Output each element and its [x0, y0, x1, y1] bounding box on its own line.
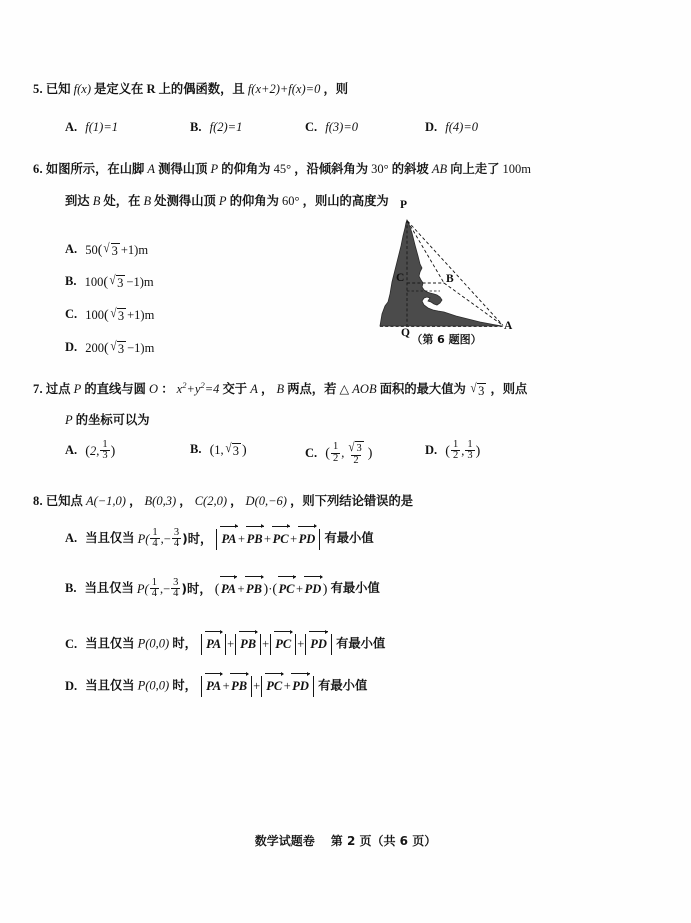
- question-8-stem: [33, 492, 413, 511]
- q7-circle-O: O: [149, 382, 159, 397]
- q5-option-d[interactable]: [425, 118, 478, 137]
- q8d-point: P(0,0): [137, 678, 170, 693]
- q6-segment-AB: AB: [431, 162, 448, 176]
- q6-option-c-label: C.: [65, 307, 78, 322]
- q7-option-d[interactable]: [425, 440, 480, 462]
- q7-sqrt3: √ 3: [470, 380, 485, 398]
- q5-equation: f(x+2)+f(x)=0: [247, 82, 321, 96]
- question-7-number: 7.: [33, 382, 43, 397]
- q8-option-b[interactable]: [65, 578, 380, 600]
- q7-option-c[interactable]: [305, 440, 372, 467]
- q7-text-2: 的直线与圆: [84, 382, 146, 397]
- q7-option-a-expr: ( 2 , $\frac{1}{3}$ ): [85, 438, 116, 462]
- q6-text-6: 向上走了: [450, 162, 500, 176]
- figure-label-C: C: [396, 272, 405, 284]
- q7-option-a[interactable]: [65, 440, 115, 462]
- q6-option-d-label: D.: [65, 340, 78, 355]
- q7-comma: ，: [261, 382, 274, 397]
- q8-comma-1: ，: [129, 494, 142, 508]
- question-6-stem-line2: [65, 192, 389, 211]
- q6b-point-B2: B: [143, 194, 152, 208]
- q6-text-2: 测得山顶: [158, 162, 208, 176]
- q8-option-d-label: D.: [65, 678, 78, 693]
- q6-option-a-expr: 50 ( √ 3 + 1)m: [85, 240, 149, 258]
- q8-text-1: 已知点: [45, 494, 83, 508]
- q7-option-b-label: B.: [190, 442, 202, 457]
- q8d-post: 有最小值: [318, 678, 368, 693]
- q6-angle-45: 45°: [273, 162, 292, 176]
- q8-comma-3: ，: [230, 494, 243, 508]
- q7-triangle-AOB: AOB: [352, 382, 377, 397]
- q5-option-b-text: f(2)=1: [209, 120, 243, 134]
- q7-point-B: B: [276, 382, 285, 397]
- q6-option-c-expr: 100 ( √ 3 + 1)m: [85, 305, 155, 323]
- q7-triangle-symbol: △: [339, 382, 350, 397]
- q6-angle-30: 30°: [371, 162, 389, 176]
- question-5-stem: [33, 80, 348, 99]
- q8-option-a-label: A.: [65, 531, 78, 546]
- q8b-post: 有最小值: [330, 581, 380, 596]
- page-footer: [0, 832, 691, 849]
- question-7-stem-line1: [33, 379, 527, 399]
- question-8-number: 8.: [33, 494, 43, 508]
- q8-option-d[interactable]: [65, 676, 367, 697]
- footer-page-number: 第 2 页（共 6 页）: [330, 834, 437, 848]
- q8c-mid: 时，: [172, 636, 197, 651]
- q8-option-c-label: C.: [65, 636, 78, 651]
- q8-point-B: B(0,3): [144, 494, 177, 508]
- q6b-text-5: ，则山的高度为: [302, 194, 389, 208]
- q5-option-a-text: f(1)=1: [85, 120, 119, 134]
- q5-option-b[interactable]: [190, 118, 242, 137]
- question-6-stem-line1: [33, 160, 531, 179]
- q8-point-A: A(−1,0): [85, 494, 126, 508]
- q6b-text-2: 处，在: [103, 194, 141, 208]
- q6-option-b-expr: 100 ( √ 3 − 1)m: [84, 272, 154, 290]
- q8b-point: P( $\frac{1}{4}$ , − $\frac{3}{4}$ )时，: [136, 576, 212, 600]
- figure-label-P: P: [400, 199, 408, 211]
- q6b-text-3: 处测得山顶: [154, 194, 216, 208]
- q8d-expression: PA + PB + PC + PD: [200, 676, 315, 697]
- figure-label-Q: Q: [401, 327, 410, 339]
- q6-option-b[interactable]: [65, 272, 154, 293]
- q6-text-3: 的仰角为: [221, 162, 271, 176]
- question-5-number: 5.: [33, 82, 43, 96]
- q6b-text-4: 的仰角为: [229, 194, 279, 208]
- q6-point-A: A: [147, 162, 156, 176]
- q7-text-4: 两点，若: [287, 382, 337, 397]
- q8c-pre: 当且仅当: [85, 636, 135, 651]
- q6b-point-B1: B: [92, 194, 101, 208]
- q5-text-4: ，则: [323, 82, 349, 96]
- q6b-text-1: 到达: [65, 194, 90, 208]
- q5-option-a-label: A.: [65, 120, 78, 134]
- q5-text-1: 已知: [45, 82, 71, 96]
- q6-distance: 100m: [502, 162, 532, 176]
- q5-option-c-text: f(3)=0: [325, 120, 359, 134]
- q8a-pre: 当且仅当: [85, 531, 135, 546]
- q7-text-5: 面积的最大值为: [379, 382, 466, 397]
- q7-equation: $x^2+y^2=4$: [176, 380, 220, 397]
- footer-subject: 数学试题卷: [254, 834, 315, 848]
- q7-option-c-expr: ( $\frac{1}{2}$ , √ 3 2 ): [325, 438, 373, 467]
- q6-option-c[interactable]: [65, 305, 154, 326]
- q6-text-4: ，沿倾斜角为: [294, 162, 369, 176]
- q5-option-d-text: f(4)=0: [445, 120, 479, 134]
- q5-option-a[interactable]: [65, 118, 118, 137]
- question-7-stem-line2: [65, 411, 150, 430]
- q5-option-c-label: C.: [305, 120, 318, 134]
- q6b-point-P: P: [218, 194, 227, 208]
- q7b-point-P: P: [65, 413, 73, 427]
- q8-option-c[interactable]: [65, 634, 385, 655]
- q5-option-b-label: B.: [190, 120, 202, 134]
- q8-text-2: ，则下列结论错误的是: [290, 494, 414, 508]
- q8-point-C: C(2,0): [194, 494, 227, 508]
- q7-text-6: ，则点: [490, 382, 528, 397]
- q7-option-b[interactable]: [190, 440, 247, 461]
- q5-option-c[interactable]: [305, 118, 358, 137]
- q6b-angle-60: 60°: [282, 194, 300, 208]
- q5-text-3: 上的偶函数，且: [158, 82, 245, 96]
- figure-caption: （第 6 题图）: [411, 333, 482, 346]
- q8a-expression: PA + PB + PC + PD: [215, 529, 321, 550]
- q7-option-d-expr: ( $\frac{1}{2}$ , $\frac{1}{3}$ ): [445, 438, 481, 462]
- q8a-post: 有最小值: [324, 531, 374, 546]
- q7-option-a-label: A.: [65, 443, 78, 458]
- q6-point-P: P: [210, 162, 219, 176]
- q8-option-a[interactable]: [65, 528, 374, 550]
- q7-text-1: 过点: [45, 382, 71, 397]
- q6-option-d-expr: 200 ( √ 3 − 1)m: [85, 338, 155, 356]
- q7b-text: 的坐标可以为: [75, 413, 150, 427]
- q8c-point: P(0,0): [137, 636, 170, 651]
- q5-set-R: R: [146, 82, 156, 96]
- q7-colon: ：: [161, 382, 174, 397]
- figure-label-B: B: [446, 273, 454, 285]
- q8-point-D: D(0,−6): [245, 494, 287, 508]
- q7-point-A: A: [250, 382, 258, 397]
- q8-comma-2: ，: [179, 494, 192, 508]
- q8c-post: 有最小值: [336, 636, 386, 651]
- q8-option-b-label: B.: [65, 581, 77, 596]
- q8a-point: P( $\frac{1}{4}$ , − $\frac{3}{4}$ )时，: [137, 526, 213, 550]
- q7-point-P: P: [73, 382, 82, 397]
- q8b-expression: ( PA + PB ) · ( PC + PD ): [214, 581, 328, 597]
- q6-text-5: 的斜坡: [391, 162, 429, 176]
- q6-option-b-label: B.: [65, 274, 77, 289]
- q7-option-d-label: D.: [425, 443, 438, 458]
- q5-fx: f(x): [73, 82, 91, 96]
- q7-text-3: 交于: [222, 382, 248, 397]
- q6-option-d[interactable]: [65, 338, 154, 359]
- q5-text-2: 是定义在: [94, 82, 144, 96]
- figure-label-A: A: [504, 320, 513, 332]
- q6-option-a-label: A.: [65, 242, 78, 257]
- q8c-expression: PA + PB + PC + PD: [200, 634, 333, 655]
- q7-option-b-expr: ( 1 , √ 3 ): [209, 440, 247, 458]
- q6-text-1: 如图所示，在山脚: [45, 162, 145, 176]
- q8b-pre: 当且仅当: [84, 581, 134, 596]
- q8d-pre: 当且仅当: [85, 678, 135, 693]
- q5-option-d-label: D.: [425, 120, 438, 134]
- question-6-number: 6.: [33, 162, 43, 176]
- q8d-mid: 时，: [172, 678, 197, 693]
- q6-option-a[interactable]: [65, 240, 148, 261]
- q7-option-c-label: C.: [305, 445, 318, 460]
